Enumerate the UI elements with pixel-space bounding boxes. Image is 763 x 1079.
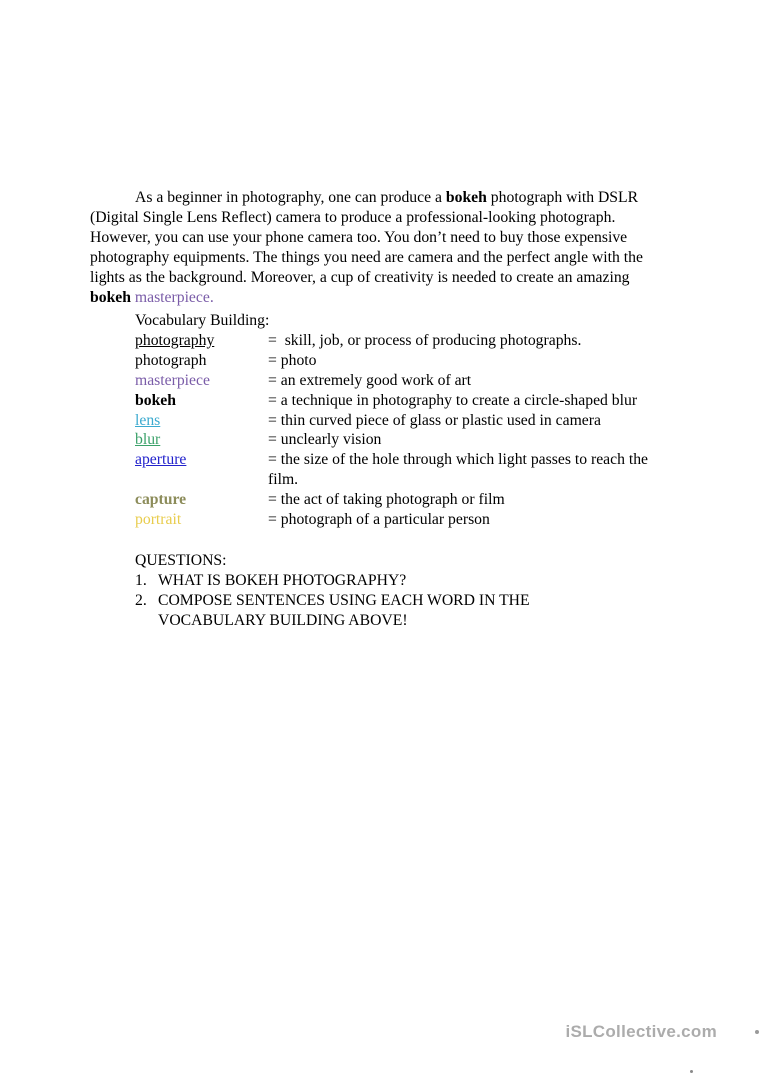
vocab-term-aperture: aperture bbox=[135, 451, 187, 469]
vocab-row bbox=[135, 411, 680, 431]
vocab-term-blur: blur bbox=[135, 431, 161, 449]
vocab-definition: = photo bbox=[268, 351, 317, 369]
islcollective-watermark: iSLCollective.com bbox=[565, 1022, 717, 1041]
vocab-row bbox=[135, 331, 680, 351]
vocab-row bbox=[135, 351, 680, 371]
vocabulary-section bbox=[135, 311, 680, 530]
speck-dot bbox=[690, 1070, 693, 1073]
paragraph-bold-bokeh: bokeh bbox=[445, 188, 487, 206]
vocab-term-bokeh: bokeh bbox=[135, 391, 176, 409]
vocab-definition: = the act of taking photograph or film bbox=[268, 491, 505, 509]
vocab-definition: = the size of the hole through which light passes to reach the film. bbox=[268, 451, 652, 489]
vocab-term-photography: photography bbox=[135, 331, 215, 349]
vocab-definition: = unclearly vision bbox=[268, 431, 382, 449]
question-number: 2. bbox=[135, 592, 147, 609]
paragraph-accent-masterpiece: masterpiece. bbox=[130, 288, 214, 306]
question-text: WHAT IS BOKEH PHOTOGRAPHY? bbox=[158, 572, 407, 589]
paragraph-segment: As a beginner in photography, one can produce a bbox=[135, 188, 446, 206]
question-item bbox=[135, 571, 660, 591]
vocab-term-masterpiece: masterpiece bbox=[135, 371, 210, 389]
vocabulary-heading: Vocabulary Building: bbox=[135, 312, 270, 329]
vocab-term-lens: lens bbox=[135, 411, 161, 429]
paragraph-bold-bokeh: bokeh bbox=[90, 288, 131, 306]
paragraph-segment: photograph with DSLR (Digital Single Lens Reflect) camera to produce a professional-looking photograph. However, you can use your phone camera too. You don’t need to buy those expensive photography equipments. The things you need are camera and the perfect angle with the lights as the background. Moreover, a cup of creativity is needed to create an amazing bbox=[90, 188, 643, 286]
vocab-row bbox=[135, 430, 680, 450]
question-number: 1. bbox=[135, 572, 147, 589]
vocab-row bbox=[135, 450, 680, 490]
vocab-definition: = an extremely good work of art bbox=[268, 371, 472, 389]
vocab-term-photograph: photograph bbox=[135, 351, 207, 369]
vocab-definition: = a technique in photography to create a circle-shaped blur bbox=[268, 391, 638, 409]
vocab-row bbox=[135, 490, 680, 510]
vocab-row bbox=[135, 391, 680, 411]
vocab-row bbox=[135, 510, 680, 530]
vocab-term-capture: capture bbox=[135, 491, 187, 509]
questions-section bbox=[135, 551, 660, 631]
speck-dot bbox=[755, 1030, 759, 1034]
vocab-row bbox=[135, 371, 680, 391]
vocab-definition: = photograph of a particular person bbox=[268, 511, 490, 529]
question-item bbox=[135, 591, 660, 631]
question-text: COMPOSE SENTENCES USING EACH WORD IN THE VOCABULARY BUILDING ABOVE! bbox=[158, 592, 530, 629]
intro-paragraph bbox=[90, 188, 672, 308]
vocab-term-portrait: portrait bbox=[135, 511, 182, 529]
vocab-definition: = thin curved piece of glass or plastic used in camera bbox=[268, 411, 601, 429]
questions-heading: QUESTIONS: bbox=[135, 552, 227, 569]
vocab-definition: = skill, job, or process of producing photographs. bbox=[268, 331, 582, 349]
